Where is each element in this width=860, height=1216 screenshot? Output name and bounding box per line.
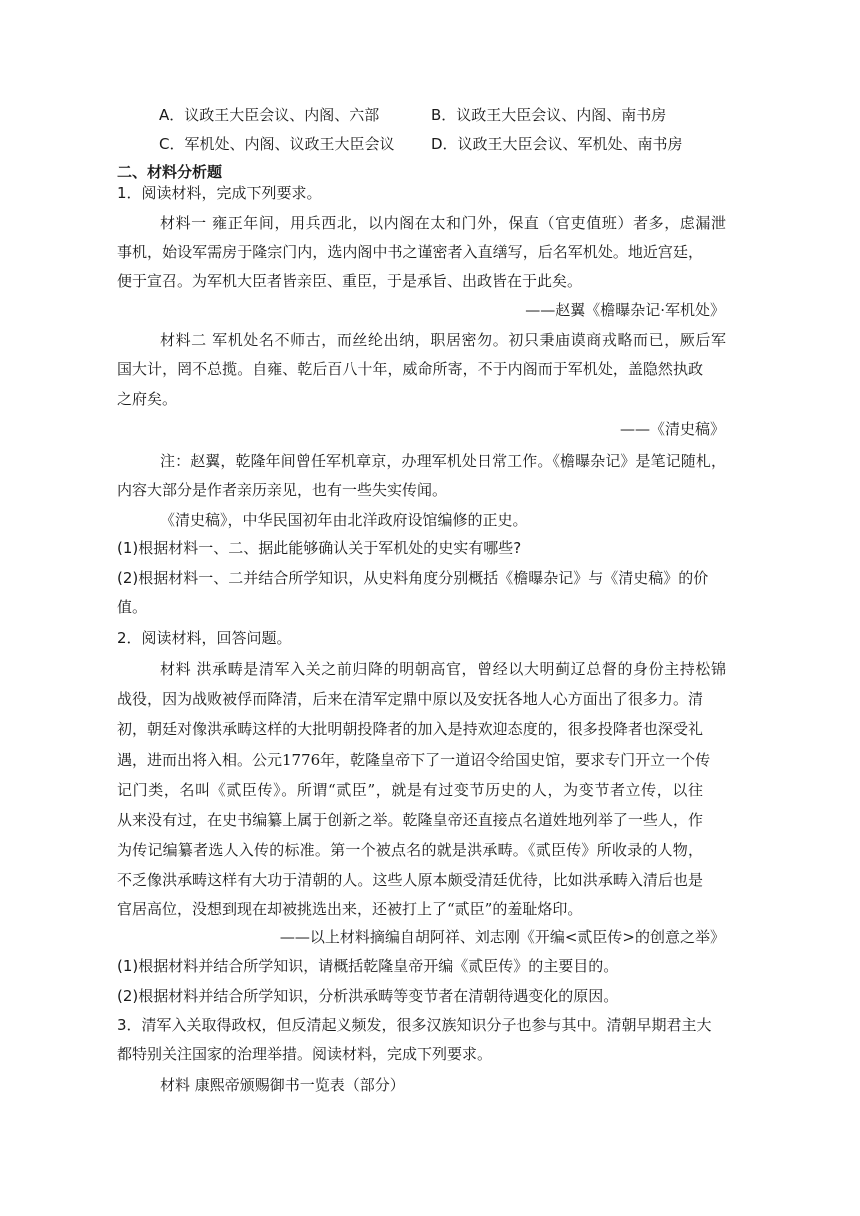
q1-source2: ——《清史稿》 xyxy=(619,420,725,438)
q1-material2-line: 材料二 军机处名不师古，而丝纶出纳，职居密勿。初只秉庙谟商戎略而已，厥后军 xyxy=(160,331,726,349)
q2-material-line: 遇，进而出将入相。公元1776年，乾隆皇帝下了一道诏令给国史馆，要求专门开立一个传 xyxy=(117,751,711,769)
q1-material2-line: 之府矣。 xyxy=(117,390,178,408)
q2-material-line: 记门类，名叫《贰臣传》。所谓“贰臣”，就是有过变节历史的人，为变节者立传，以往 xyxy=(117,781,703,799)
q1-note-line: 内容大部分是作者亲历亲见，也有一些失实传闻。 xyxy=(117,481,448,499)
q1-subquestion-2-line: (2)根据材料一、二并结合所学知识，从史料角度分别概括《檐曝杂记》与《清史稿》的价 xyxy=(117,569,709,587)
q1-material2-line: 国大计，罔不总揽。自雍、乾后百八十年，威命所寄，不于内阁而于军机处，盖隐然执政 xyxy=(117,360,703,378)
option-d: D．议政王大臣会议、军机处、南书房 xyxy=(431,135,683,153)
q2-subquestion-1: (1)根据材料并结合所学知识，请概括乾隆皇帝开编《贰臣传》的主要目的。 xyxy=(117,957,619,975)
q2-material-line: 从来没有过，在史书编纂上属于创新之举。乾隆皇帝还直接点名道姓地列举了一些人，作 xyxy=(117,811,703,829)
q2-material-line: 战役，因为战败被俘而降清，后来在清军定鼎中原以及安抚各地人心方面出了很多力。清 xyxy=(117,690,703,708)
q1-material1-line: 材料一 雍正年间，用兵西北，以内阁在太和门外，保直（官吏值班）者多，虑漏泄 xyxy=(160,214,726,232)
q1-material1-line: 便于宣召。为军机大臣者皆亲臣、重臣，于是承旨、出政皆在于此矣。 xyxy=(117,272,583,290)
q3-stem-line: 都特别关注国家的治理举措。阅读材料，完成下列要求。 xyxy=(117,1045,493,1063)
q1-subquestion-2-line: 值。 xyxy=(117,598,148,616)
q3-material-title: 材料 康熙帝颁赐御书一览表（部分） xyxy=(160,1076,405,1094)
q2-stem: 2．阅读材料，回答问题。 xyxy=(117,629,292,647)
q1-stem: 1．阅读材料，完成下列要求。 xyxy=(117,184,322,202)
q2-source: ——以上材料摘编自胡阿祥、刘志刚《开编<贰臣传>的创意之举》 xyxy=(279,928,725,946)
q2-material-line: 不乏像洪承畴这样有大功于清朝的人。这些人原本颇受清廷优待，比如洪承畴入清后也是 xyxy=(117,871,703,889)
q1-subquestion-1: (1)根据材料一、二、据此能够确认关于军机处的史实有哪些? xyxy=(117,539,522,557)
section-title: 二、材料分析题 xyxy=(117,163,223,181)
q1-source1: ——赵翼《檐曝杂记·军机处》 xyxy=(525,301,725,319)
option-b: B．议政王大臣会议、内阁、南书房 xyxy=(431,106,667,124)
q1-note-line: 注：赵翼，乾隆年间曾任军机章京，办理军机处日常工作。《檐曝杂记》是笔记随札， xyxy=(160,452,726,470)
q2-subquestion-2: (2)根据材料并结合所学知识，分析洪承畴等变节者在清朝待遇变化的原因。 xyxy=(117,987,619,1005)
option-a: A．议政王大臣会议、内阁、六部 xyxy=(159,106,380,124)
q1-note-line: 《清史稿》，中华民国初年由北洋政府设馆编修的正史。 xyxy=(160,511,528,529)
q2-material-line: 材料 洪承畴是清军入关之前归降的明朝高官，曾经以大明蓟辽总督的身份主持松锦 xyxy=(160,660,726,678)
q2-material-line: 初，朝廷对像洪承畴这样的大批明朝投降者的加入是持欢迎态度的，很多投降者也深受礼 xyxy=(117,720,703,738)
q2-material-line: 为传记编纂者选人入传的标准。第一个被点名的就是洪承畴。《贰臣传》所收录的人物， xyxy=(117,841,703,859)
q1-material1-line: 事机，始设军需房于隆宗门内，选内阁中书之谨密者入直缮写，后名军机处。地近宫廷， xyxy=(117,243,703,261)
option-c: C．军机处、内阁、议政王大臣会议 xyxy=(159,135,395,153)
q3-stem-line: 3．清军入关取得政权，但反清起义频发，很多汉族知识分子也参与其中。清朝早期君主大 xyxy=(117,1016,712,1034)
q2-material-line: 官居高位，没想到现在却被挑选出来，还被打上了“贰臣”的羞耻烙印。 xyxy=(117,900,583,918)
